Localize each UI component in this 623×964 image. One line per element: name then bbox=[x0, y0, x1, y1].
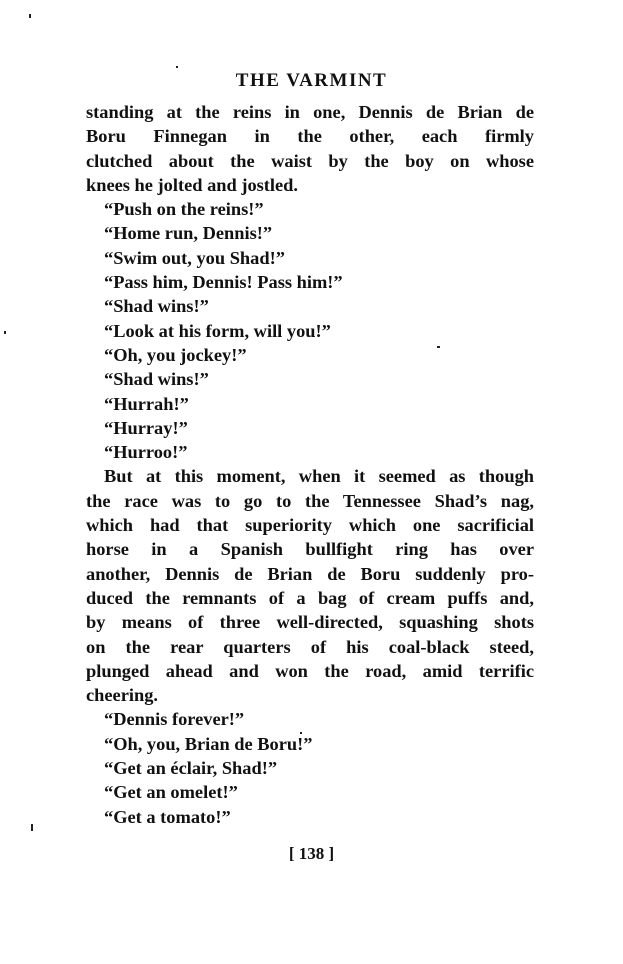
dialogue-line: “Hurrah!” bbox=[104, 393, 189, 414]
text-line: clutched about the waist by the boy on whose bbox=[86, 150, 534, 171]
text-line: which had that superiority which one sacrificial bbox=[86, 515, 534, 536]
text-line: by means of three well-directed, squashing shots bbox=[86, 612, 534, 633]
scan-speck bbox=[4, 331, 6, 334]
text-line: standing at the reins in one, Dennis de Brian de bbox=[86, 102, 534, 122]
scan-speck bbox=[437, 346, 440, 348]
text-line: another, Dennis de Brian de Boru suddenly pro- bbox=[86, 563, 534, 584]
scan-speck bbox=[31, 824, 33, 831]
dialogue-line: “Home run, Dennis!” bbox=[104, 223, 273, 244]
page-number: [ 138 ] bbox=[288, 844, 335, 863]
running-header: THE VARMINT bbox=[235, 70, 388, 91]
dialogue-line: “Shad wins!” bbox=[104, 369, 209, 390]
dialogue-line: “Oh, you jockey!” bbox=[104, 344, 247, 365]
dialogue-line: “Get an omelet!” bbox=[104, 782, 238, 803]
text-line: duced the remnants of a bag of cream puffs and, bbox=[86, 587, 534, 608]
dialogue-line: “Get an éclair, Shad!” bbox=[104, 758, 278, 779]
dialogue-line: “Look at his form, will you!” bbox=[104, 320, 331, 341]
text-line: cheering. bbox=[86, 685, 159, 706]
text-line: horse in a Spanish bullfight ring has over bbox=[86, 539, 534, 560]
text-line: But at this moment, when it seemed as though bbox=[104, 466, 534, 487]
dialogue-line: “Oh, you, Brian de Boru!” bbox=[104, 733, 313, 754]
text-line: on the rear quarters of his coal-black steed, bbox=[86, 636, 534, 657]
dialogue-line: “Hurroo!” bbox=[104, 442, 188, 463]
text-line: plunged ahead and won the road, amid terrific bbox=[86, 660, 534, 681]
dialogue-line: “Shad wins!” bbox=[104, 296, 209, 317]
dialogue-line: “Get a tomato!” bbox=[104, 806, 231, 827]
dialogue-line: “Dennis forever!” bbox=[104, 709, 245, 730]
scan-speck bbox=[176, 66, 178, 68]
text-line: the race was to go to the Tennessee Shad’s nag, bbox=[86, 490, 534, 511]
dialogue-line: “Pass him, Dennis! Pass him!” bbox=[104, 272, 343, 293]
text-line: knees he jolted and jostled. bbox=[86, 174, 299, 195]
scan-speck bbox=[300, 732, 302, 734]
dialogue-line: “Hurray!” bbox=[104, 417, 188, 438]
dialogue-line: “Push on the reins!” bbox=[104, 199, 264, 220]
body-text bbox=[86, 100, 534, 829]
text-line: Boru Finnegan in the other, each firmly bbox=[86, 126, 534, 147]
dialogue-line: “Swim out, you Shad!” bbox=[104, 247, 285, 268]
scan-speck bbox=[29, 14, 31, 18]
